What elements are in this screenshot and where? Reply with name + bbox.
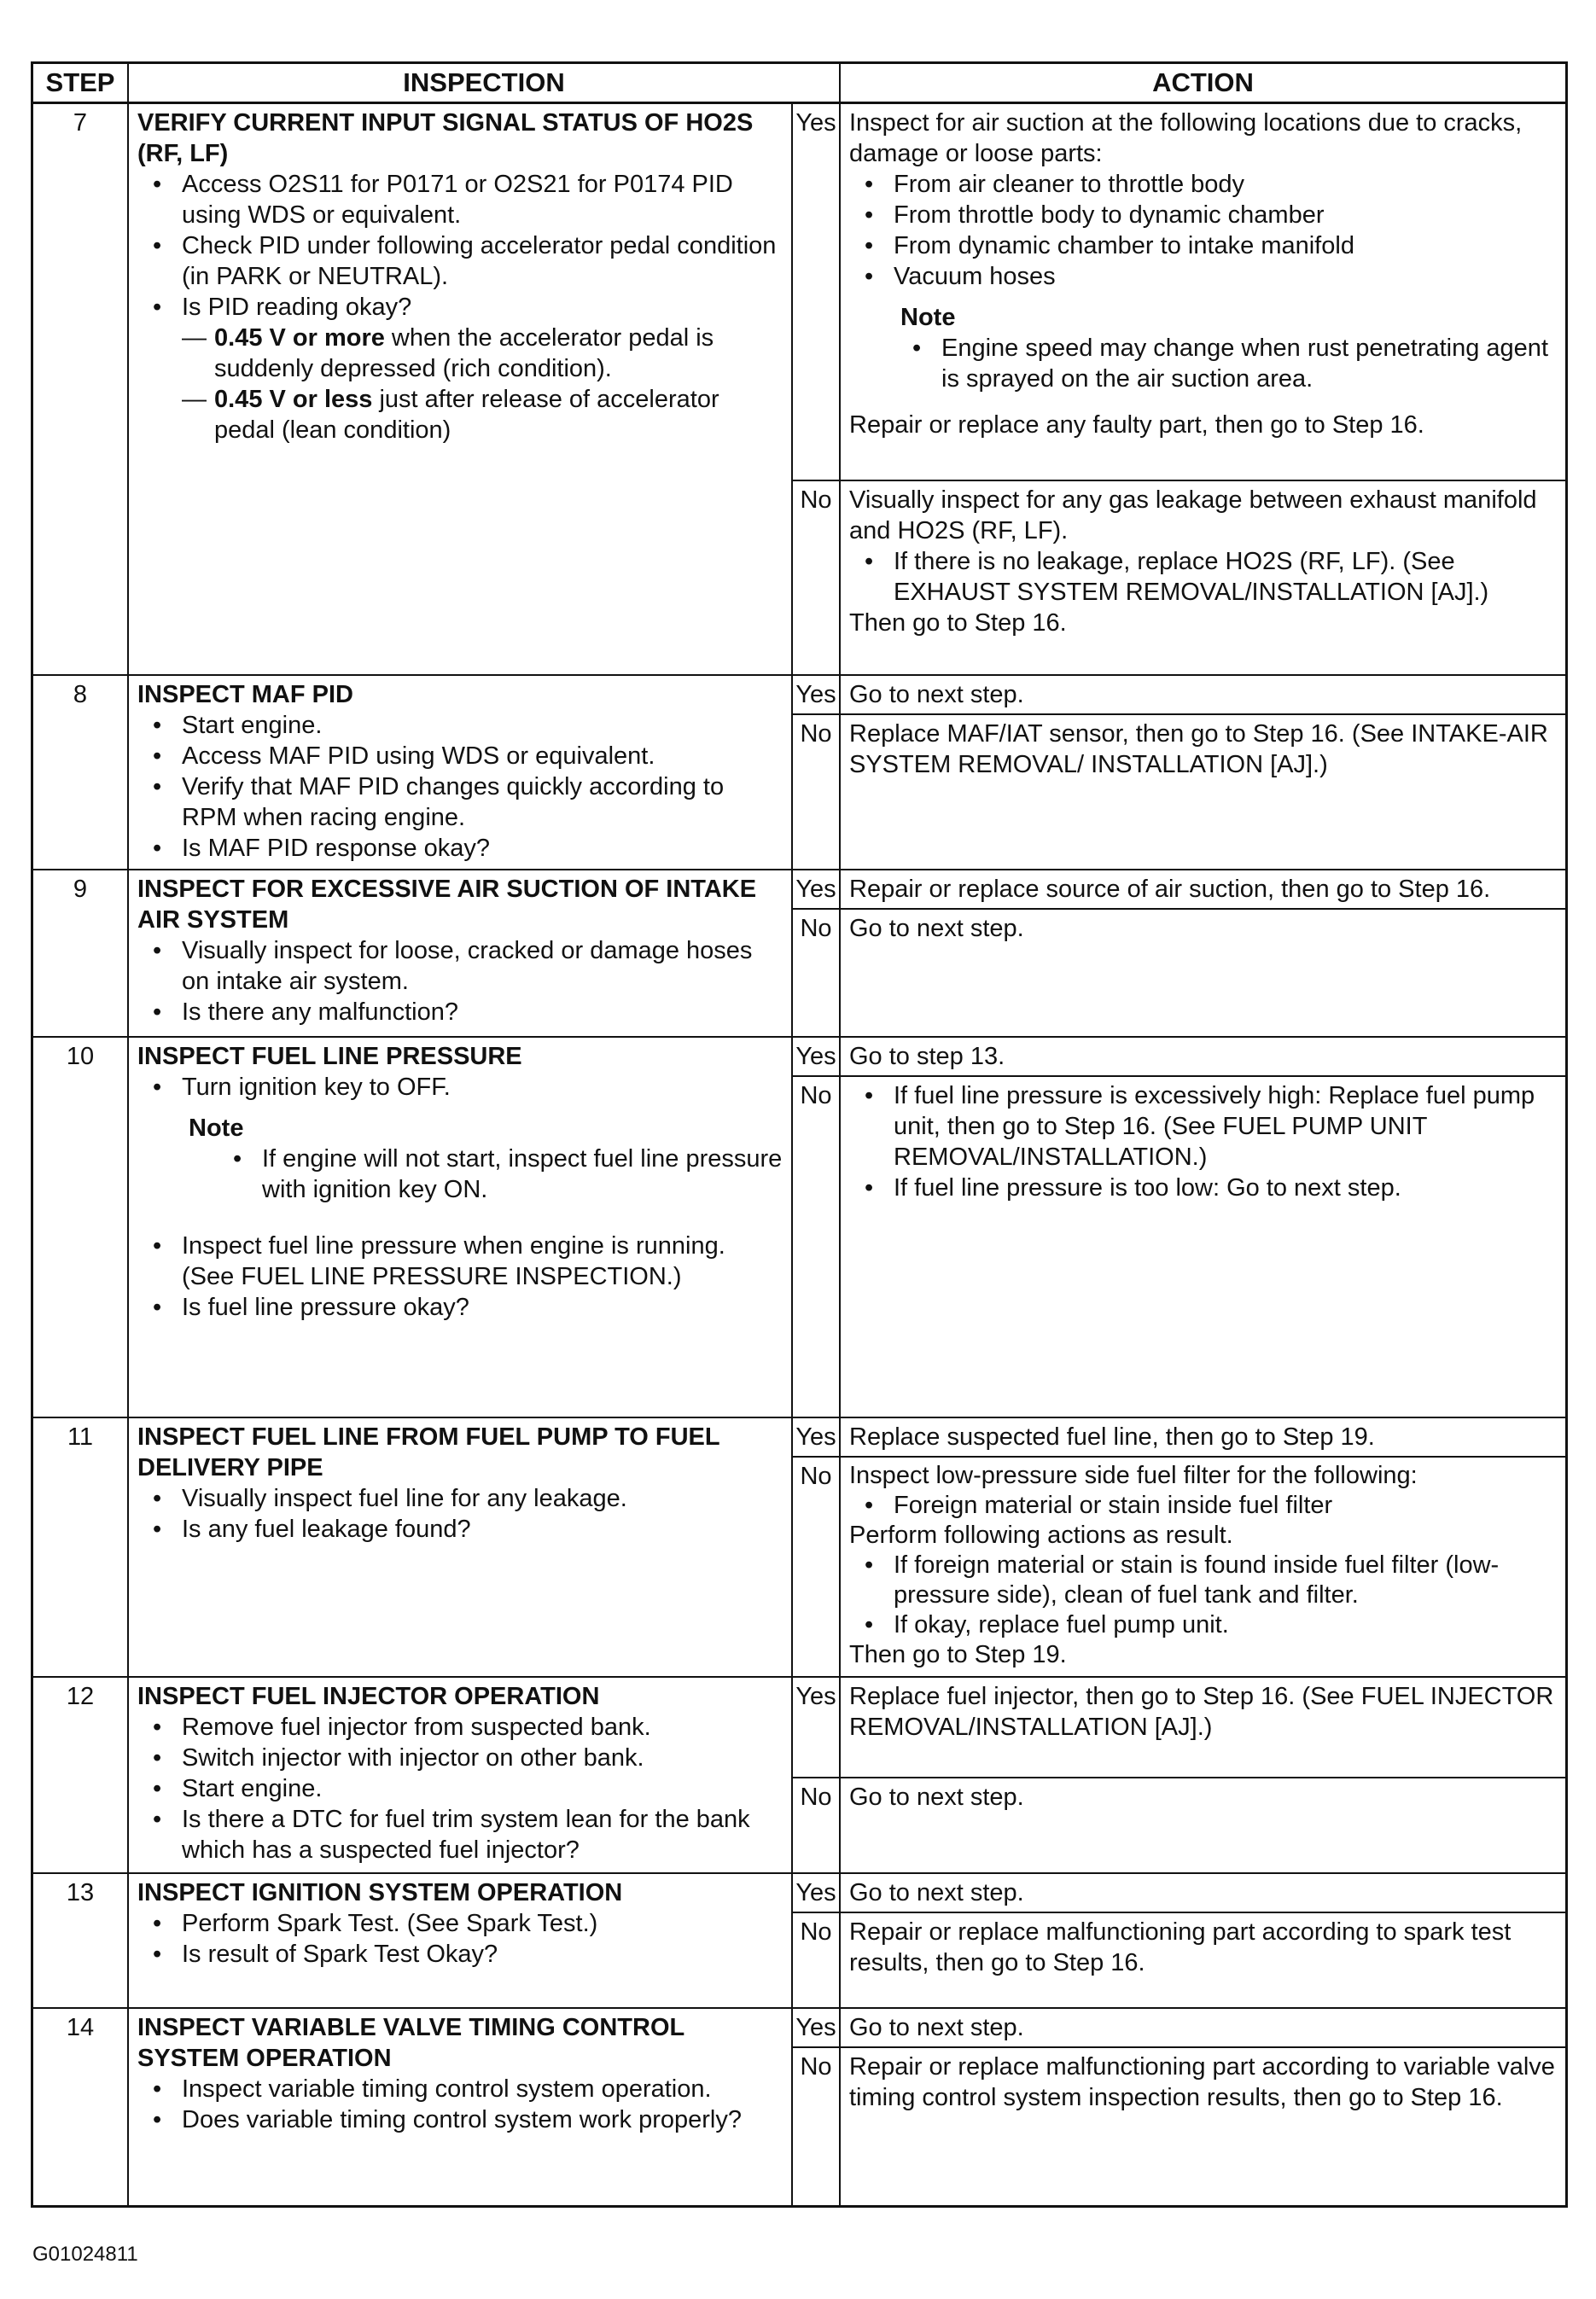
action-text: Inspect low-pressure side fuel filter for the following: • Foreign material or stain inside fuel filter Perform following actions as result. • If foreign material or stain is found inside fuel filter (low-pressure side), clean of fuel tank and filter. • If okay, replace fuel pump unit. Then go to Step 19.	[841, 1458, 1565, 1676]
inspection-bullet: • Is PID reading okay?	[137, 292, 783, 323]
result-no	[793, 2046, 1565, 2205]
result-label: Yes	[793, 1418, 841, 1456]
inspection-cell	[129, 676, 793, 869]
result-label: Yes	[793, 870, 841, 908]
action-text: Go to next step.	[849, 1879, 1024, 1906]
action-outro: Repair or replace any faulty part, then go to Step 16.	[849, 411, 1424, 439]
result-no	[793, 1912, 1565, 2007]
result-yes	[793, 104, 1565, 480]
result-no	[793, 908, 1565, 1036]
step-number: 8	[33, 676, 129, 869]
step-number: 14	[33, 2009, 129, 2205]
action-text: Repair or replace malfunctioning part according to variable valve timing control system inspection results, then go to Step 16.	[849, 2053, 1555, 2111]
action-text: Repair or replace malfunctioning part according to spark test results, then go to Step 16.	[849, 1918, 1512, 1976]
action-bullet: • From throttle body to dynamic chamber	[849, 200, 1557, 230]
inspection-bullet: • Turn ignition key to OFF.	[137, 1072, 783, 1103]
result-yes	[793, 676, 1565, 713]
inspection-bullet: • Check PID under following accelerator pedal condition (in PARK or NEUTRAL).	[137, 230, 783, 292]
inspection-bullet: • Does variable timing control system work properly?	[137, 2104, 783, 2135]
result-label: No	[793, 715, 841, 869]
result-yes	[793, 1418, 1565, 1456]
result-label: Yes	[793, 1874, 841, 1912]
inspection-bullet: • Inspect variable timing control system operation.	[137, 2074, 783, 2104]
result-label: No	[793, 2048, 841, 2205]
action-bullet: • If there is no leakage, replace HO2S (RF, LF). (See EXHAUST SYSTEM REMOVAL/INSTALLATION [AJ].)	[849, 546, 1557, 608]
note-title: Note	[900, 304, 956, 331]
result-no	[793, 713, 1565, 869]
step-row-7	[33, 104, 1565, 676]
inspection-title: INSPECT IGNITION SYSTEM OPERATION	[137, 1879, 623, 1906]
header-action: ACTION	[1152, 67, 1254, 97]
inspection-title: INSPECT VARIABLE VALVE TIMING CONTROL SYSTEM OPERATION	[137, 2014, 684, 2072]
result-no	[793, 1456, 1565, 1676]
inspection-bullet: • Is there a DTC for fuel trim system lean for the bank which has a suspected fuel injector?	[137, 1804, 783, 1865]
note-title: Note	[189, 1115, 244, 1142]
inspection-bullet: • Inspect fuel line pressure when engine is running. (See FUEL LINE PRESSURE INSPECTION.)	[137, 1231, 783, 1292]
inspection-bullet: • Is result of Spark Test Okay?	[137, 1939, 783, 1970]
action-text: Go to next step.	[849, 681, 1024, 708]
inspection-bullet: • Visually inspect fuel line for any leakage.	[137, 1483, 783, 1514]
inspection-bullet: • Start engine.	[137, 1773, 783, 1804]
inspection-title: INSPECT FUEL LINE PRESSURE	[137, 1043, 522, 1070]
header-inspection: INSPECTION	[129, 64, 841, 102]
action-bullet: • If foreign material or stain is found inside fuel filter (low-pressure side), clean of fuel tank and filter.	[849, 1551, 1557, 1610]
result-label: No	[793, 910, 841, 1036]
inspection-bullet: • Visually inspect for loose, cracked or damage hoses on intake air system.	[137, 935, 783, 997]
inspection-cell	[129, 1038, 793, 1417]
action-text	[841, 1077, 1565, 1417]
inspection-title: INSPECT FUEL INJECTOR OPERATION	[137, 1683, 600, 1710]
inspection-cell	[129, 1678, 793, 1872]
result-label: No	[793, 1077, 841, 1417]
inspection-title: VERIFY CURRENT INPUT SIGNAL STATUS OF HO2S (RF, LF)	[137, 109, 754, 167]
result-yes	[793, 1678, 1565, 1777]
criteria-item: — 0.45 V or more when the accelerator pedal is suddenly depressed (rich condition).	[182, 324, 714, 382]
action-bullet: • If fuel line pressure is excessively high: Replace fuel pump unit, then go to Step 16. (See FUEL PUMP UNIT REMOVAL/INSTALLATION.)	[849, 1080, 1557, 1173]
inspection-title: INSPECT MAF PID	[137, 681, 353, 708]
result-label: Yes	[793, 2009, 841, 2046]
step-row-9	[33, 870, 1565, 1038]
step-row-13	[33, 1874, 1565, 2009]
inspection-bullet: • Switch injector with injector on other bank.	[137, 1743, 783, 1773]
action-text: Replace MAF/IAT sensor, then go to Step 16. (See INTAKE-AIR SYSTEM REMOVAL/ INSTALLATION [AJ].)	[849, 720, 1548, 778]
step-row-14	[33, 2009, 1565, 2205]
result-label: Yes	[793, 1038, 841, 1075]
action-text: Go to next step.	[849, 1784, 1024, 1811]
step-row-10	[33, 1038, 1565, 1418]
inspection-title: INSPECT FUEL LINE FROM FUEL PUMP TO FUEL DELIVERY PIPE	[137, 1423, 720, 1481]
note-bullet: • If engine will not start, inspect fuel line pressure with ignition key ON.	[137, 1144, 783, 1205]
inspection-bullet: • Is fuel line pressure okay?	[137, 1292, 783, 1323]
result-label: No	[793, 1458, 841, 1676]
action-text: Go to step 13.	[849, 1043, 1005, 1070]
result-no	[793, 1777, 1565, 1872]
result-label: Yes	[793, 1678, 841, 1777]
inspection-bullet: • Verify that MAF PID changes quickly according to RPM when racing engine.	[137, 771, 783, 833]
action-text: Replace suspected fuel line, then go to Step 19.	[849, 1423, 1375, 1451]
criteria-item: — 0.45 V or less just after release of accelerator pedal (lean condition)	[182, 386, 719, 444]
action-bullet: • If fuel line pressure is too low: Go to next step.	[849, 1173, 1557, 1203]
inspection-bullet: • Perform Spark Test. (See Spark Test.)	[137, 1908, 783, 1939]
inspection-bullet: • Access O2S11 for P0171 or O2S21 for P0174 PID using WDS or equivalent.	[137, 169, 783, 230]
result-label: No	[793, 1913, 841, 2007]
action-bullet: • If okay, replace fuel pump unit.	[849, 1610, 1557, 1640]
action-text: Inspect for air suction at the following locations due to cracks, damage or loose parts: • From air cleaner to throttle body • From throttle body to dynamic chamber • From dynamic chamber to intake manifold • Vacuum hoses Note • Engine speed may change when rust penetrating agent is sprayed on the air suction area. Repair or replace any faulty part, then go to Step 16.	[841, 104, 1565, 480]
step-row-11	[33, 1418, 1565, 1678]
step-row-8	[33, 676, 1565, 870]
note-bullet: • Engine speed may change when rust penetrating agent is sprayed on the air suction area.	[849, 333, 1557, 394]
inspection-bullet: • Remove fuel injector from suspected bank.	[137, 1712, 783, 1743]
inspection-cell	[129, 104, 793, 674]
result-no	[793, 480, 1565, 674]
result-yes	[793, 870, 1565, 908]
inspection-bullet: • Start engine.	[137, 710, 783, 741]
action-bullet: • From dynamic chamber to intake manifold	[849, 230, 1557, 261]
inspection-cell	[129, 2009, 793, 2205]
diagnostic-table	[31, 61, 1568, 2208]
action-text: Visually inspect for any gas leakage between exhaust manifold and HO2S (RF, LF). • If there is no leakage, replace HO2S (RF, LF). (See EXHAUST SYSTEM REMOVAL/INSTALLATION [AJ].) Then go to Step 16.	[841, 481, 1565, 674]
result-yes	[793, 1038, 1565, 1075]
result-yes	[793, 2009, 1565, 2046]
inspection-cell	[129, 1874, 793, 2007]
header-step: STEP	[33, 64, 129, 102]
action-text: Go to next step.	[849, 2014, 1024, 2041]
step-number: 7	[33, 104, 129, 674]
action-bullet: • Vacuum hoses	[849, 261, 1557, 292]
result-yes	[793, 1874, 1565, 1912]
inspection-cell	[129, 1418, 793, 1676]
result-label: No	[793, 1778, 841, 1872]
inspection-bullet: • Is MAF PID response okay?	[137, 833, 783, 864]
step-row-12	[33, 1678, 1565, 1874]
step-number: 9	[33, 870, 129, 1036]
step-number: 11	[33, 1418, 129, 1676]
figure-id: G01024811	[32, 2243, 138, 2266]
inspection-bullet: • Access MAF PID using WDS or equivalent.	[137, 741, 783, 771]
inspection-bullet: • Is there any malfunction?	[137, 997, 783, 1027]
action-bullet: • From air cleaner to throttle body	[849, 169, 1557, 200]
action-text: Replace fuel injector, then go to Step 16. (See FUEL INJECTOR REMOVAL/INSTALLATION [AJ].)	[849, 1683, 1554, 1741]
step-number: 10	[33, 1038, 129, 1417]
result-label: Yes	[793, 676, 841, 713]
result-label: Yes	[793, 104, 841, 480]
table-header	[33, 64, 1565, 104]
inspection-bullet: • Is any fuel leakage found?	[137, 1514, 783, 1545]
step-number: 13	[33, 1874, 129, 2007]
inspection-cell	[129, 870, 793, 1036]
inspection-title: INSPECT FOR EXCESSIVE AIR SUCTION OF INTAKE AIR SYSTEM	[137, 876, 757, 934]
action-bullet: • Foreign material or stain inside fuel filter	[849, 1491, 1557, 1521]
action-text: Repair or replace source of air suction, then go to Step 16.	[849, 876, 1491, 903]
result-label: No	[793, 481, 841, 674]
result-no	[793, 1075, 1565, 1417]
step-number: 12	[33, 1678, 129, 1872]
action-text: Go to next step.	[849, 915, 1024, 942]
